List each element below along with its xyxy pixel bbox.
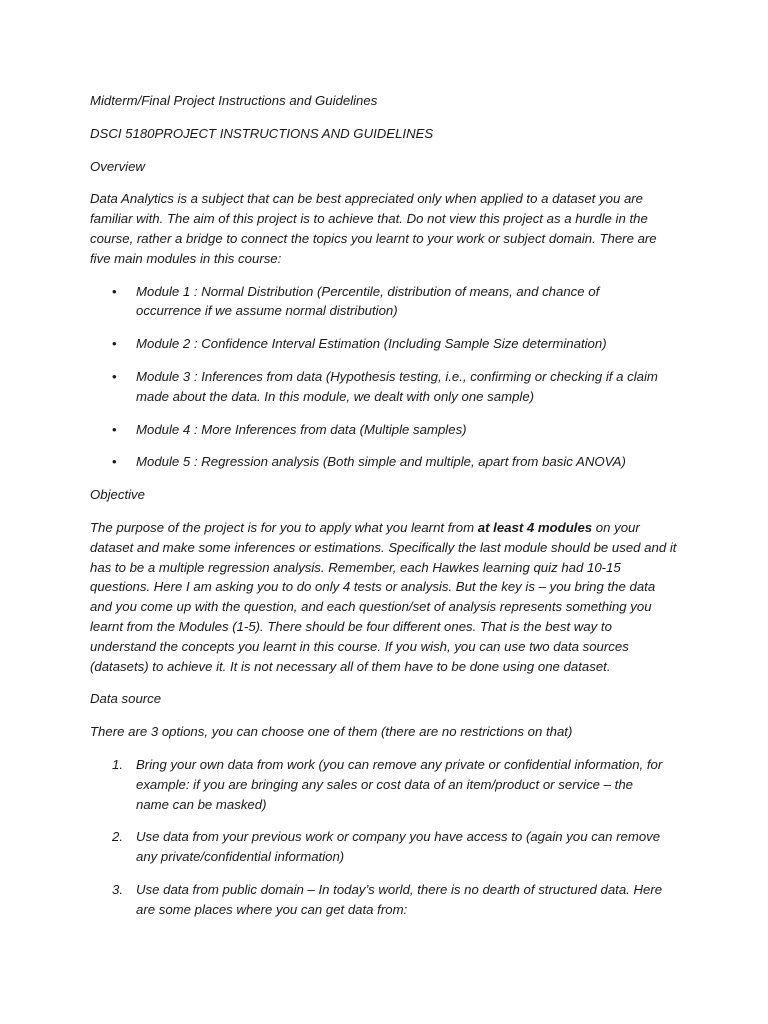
list-item xyxy=(90,367,664,407)
option-number: 3. xyxy=(112,881,123,897)
course-title: DSCI 5180PROJECT INSTRUCTIONS AND GUIDELINES xyxy=(90,125,434,141)
document-title: Midterm/Final Project Instructions and Guidelines xyxy=(90,93,378,108)
bullet-icon: • xyxy=(112,421,117,437)
objective-text-start: The purpose of the project is for you to apply what you learnt from xyxy=(90,519,478,535)
list-item xyxy=(90,420,664,440)
modules-list xyxy=(90,282,680,473)
overview-paragraph: Data Analytics is a subject that can be best appreciated only when applied to a dataset you are familiar with. The aim of this project is to achieve that. Do not view this project as a hurdle in the course, rather a bridge to connect the topics you learnt to your work or subject domain. There are five main modules in this course: xyxy=(90,191,657,266)
overview-heading: Overview xyxy=(90,158,145,174)
bullet-icon: • xyxy=(112,336,117,352)
list-item xyxy=(90,880,664,920)
option-3-text: Use data from public domain – In today’s world, there is no dearth of structured data. Here are some places where you can get data from: xyxy=(136,881,663,917)
option-2-text: Use data from your previous work or company you have access to (again you can remove any private/confidential information) xyxy=(136,829,661,865)
bullet-icon: • xyxy=(112,454,117,470)
module-4-text: Module 4 : More Inferences from data (Multiple samples) xyxy=(136,421,467,437)
objective-paragraph xyxy=(90,518,680,676)
data-source-intro: There are 3 options, you can choose one of them (there are no restrictions on that) xyxy=(90,724,573,740)
bullet-icon: • xyxy=(112,368,117,384)
document-page xyxy=(90,91,680,933)
list-item xyxy=(90,452,664,472)
objective-heading: Objective xyxy=(90,487,145,503)
objective-emphasis: at least 4 modules xyxy=(477,519,593,535)
data-source-options-list xyxy=(90,755,680,920)
list-item xyxy=(90,334,664,354)
module-3-text: Module 3 : Inferences from data (Hypothesis testing, i.e., confirming or checking if a claim made about the data. In this module, we dealt with only one sample) xyxy=(136,368,658,404)
option-number: 1. xyxy=(112,756,123,772)
bullet-icon: • xyxy=(112,283,117,299)
list-item xyxy=(90,755,664,814)
option-1-text: Bring your own data from work (you can remove any private or confidential information, for example: if you are bringing any sales or cost data of an item/product or service – the name can be masked) xyxy=(136,756,663,812)
module-2-text: Module 2 : Confidence Interval Estimation (Including Sample Size determination) xyxy=(136,336,607,352)
data-source-heading: Data source xyxy=(90,691,162,707)
objective-text-end: on your dataset and make some inferences or estimations. Specifically the last module should be used and it has to be a multiple regression analysis. Remember, each Hawkes learning quiz had 10-15 questions. Here I am asking you to do only 4 tests or analysis. But the key is – you bring the data and you come up with the question, and each question/set of analysis represents something you learnt from the Modules (1-5). There should be four different ones. That is the best way to understand the concepts you learnt in this course. If you wish, you can use two data sources (datasets) to achieve it. It is not necessary all of them have to be done using one dataset. xyxy=(90,519,677,674)
module-5-text: Module 5 : Regression analysis (Both simple and multiple, apart from basic ANOVA) xyxy=(136,454,626,470)
list-item xyxy=(90,827,664,867)
list-item xyxy=(90,282,664,322)
option-number: 2. xyxy=(112,829,123,845)
module-1-text: Module 1 : Normal Distribution (Percentile, distribution of means, and chance of occurrence if we assume normal distribution) xyxy=(136,283,600,319)
